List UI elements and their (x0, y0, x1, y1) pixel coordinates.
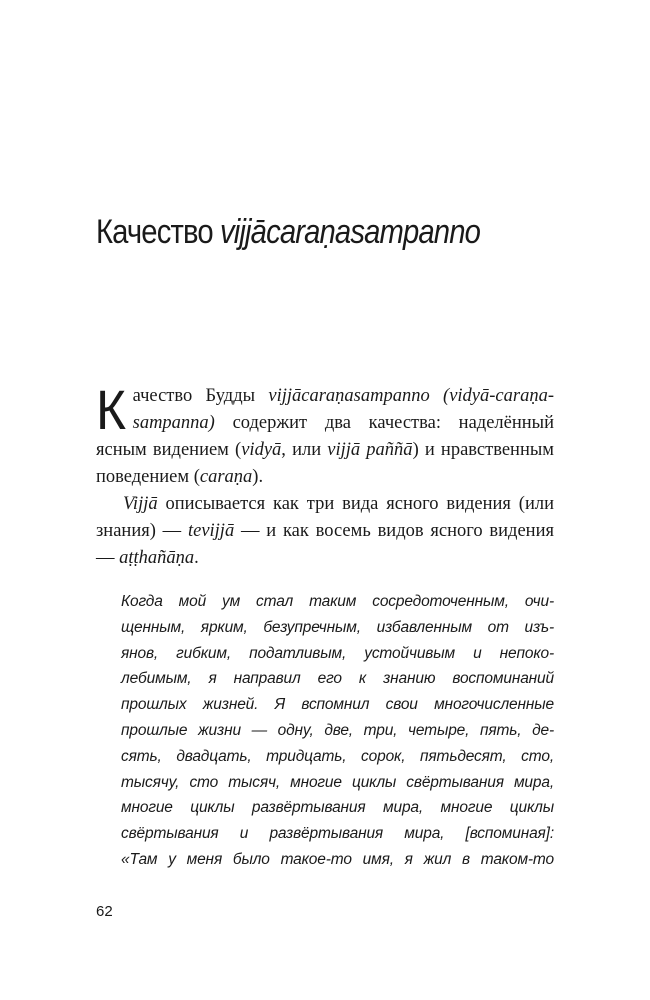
paragraph-1-text-3: , или (281, 440, 328, 460)
quote-line: Когда мой ум стал таким сосредоточенным, очи- (121, 593, 554, 610)
paragraph-2 (96, 491, 554, 572)
quote-line: тысячу, сто тысяч, многие циклы свёртывания мира, (121, 773, 554, 791)
page-number: 62 (96, 903, 113, 920)
paragraph-1-term-3: vijjā paññā (327, 440, 413, 460)
quote-line: свёртывания и развёртывания мира, [вспоминая]: (121, 825, 554, 843)
paragraph-1-term-1: vijjācaraṇasampanno (vidyā-caraṇa-sampanna) (132, 386, 554, 433)
paragraph-1-text-5: ). (252, 467, 264, 487)
chapter-title-term: vijjācaraṇasampanno (220, 213, 481, 251)
drop-cap: К (96, 378, 127, 441)
quote-line: «Там у меня было такое-то имя, я жил в таком-то (121, 850, 554, 868)
quote-line: щенным, ярким, безупречным, избавленным от изъ- (121, 618, 554, 636)
quote-line: янов, гибким, податливым, устойчивым и непоко- (121, 644, 554, 662)
paragraph-2-text-3: . (194, 548, 199, 568)
quote-line: лебимым, я направил его к знанию воспоминаний (121, 670, 554, 688)
paragraph-2-text-1: описывается как три вида ясного видения (или знания) — (96, 494, 554, 541)
paragraph-2-text-2: — и как восемь видов ясного видения — (96, 521, 554, 568)
chapter-title (96, 212, 480, 253)
paragraph-1-term-2: vidyā (241, 440, 282, 460)
paragraph-1-text-2: содержит два качества: наделённый ясным видением ( (96, 413, 554, 460)
quote-line: прошлых жизней. Я вспомнил свои многочисленные (121, 696, 554, 714)
paragraph-1-term-4: caraṇa (199, 467, 253, 487)
quote-line: прошлые жизни — одну, две, три, четыре, пять, де- (121, 721, 554, 739)
quote-block (121, 589, 554, 873)
paragraph-1-text-1: ачество Будды (132, 386, 269, 406)
paragraph-1-text-4: ) и нравственным поведением ( (96, 440, 554, 487)
paragraph-2-term-2: tevijjā (187, 521, 235, 541)
paragraph-1 (96, 378, 554, 491)
chapter-title-prefix: Качество (96, 213, 221, 251)
paragraph-2-term-1: Vijjā (123, 494, 158, 514)
quote-line: многие циклы развёртывания мира, многие циклы (121, 799, 554, 817)
quote-line: сять, двадцать, тридцать, сорок, пятьдесят, сто, (121, 747, 554, 765)
paragraph-2-term-3: aṭṭhañāṇa (119, 548, 195, 568)
